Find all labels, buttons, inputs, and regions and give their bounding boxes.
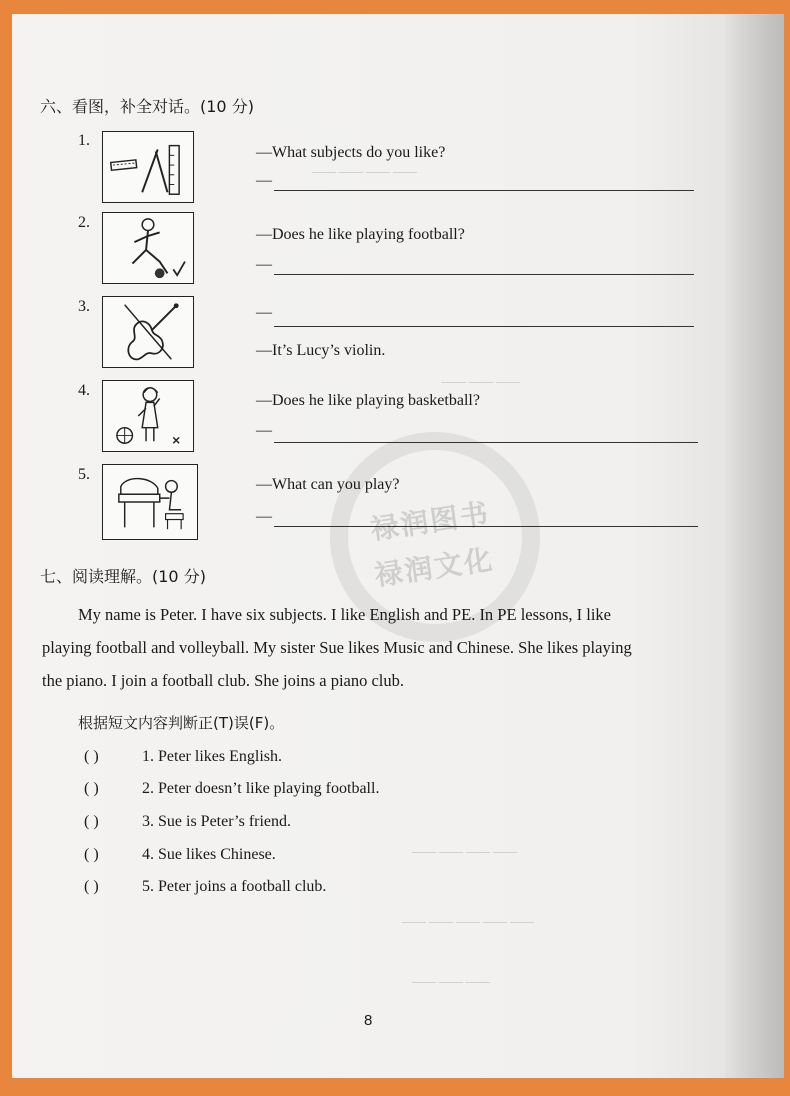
bleed-through: —— —— —— —— <box>412 844 517 858</box>
item-3-answer-dash: — <box>256 304 272 321</box>
item-1-number: 1. <box>78 132 90 149</box>
tf-statement-4-text: 4. Sue likes Chinese. <box>142 846 276 863</box>
reading-passage <box>42 598 702 697</box>
bleed-through: —— —— —— —— <box>312 164 417 178</box>
item-3-number: 3. <box>78 298 90 315</box>
tf-statement-4 <box>84 846 276 864</box>
bleed-through: —— —— —— <box>412 974 490 988</box>
item-4-number: 4. <box>78 382 90 399</box>
tf-answer-blank-5[interactable]: ( ) <box>84 878 99 895</box>
item-4-answer-dash: — <box>256 422 272 439</box>
tf-statement-5 <box>84 878 326 896</box>
item-2-question: —Does he like playing football? <box>256 226 465 243</box>
item-3-response: —It’s Lucy’s violin. <box>256 342 386 359</box>
passage-line-3: the piano. I join a football club. She joins a piano club. <box>42 671 405 690</box>
bleed-through: —— —— —— —— —— <box>402 914 534 928</box>
tf-statement-5-text: 5. Peter joins a football club. <box>142 878 327 895</box>
tf-statement-3-text: 3. Sue is Peter’s friend. <box>142 813 292 830</box>
tf-statement-1 <box>84 748 282 766</box>
page-spine-shadow <box>722 14 784 1078</box>
tf-statement-2 <box>84 780 379 798</box>
judge-instruction: 根据短文内容判断正(T)误(F)。 <box>78 714 285 732</box>
item-4-question: —Does he like playing basketball? <box>256 392 480 409</box>
item-2-answer-dash: — <box>256 256 272 273</box>
tf-answer-blank-4[interactable]: ( ) <box>84 846 99 863</box>
tf-statement-1-text: 1. Peter likes English. <box>142 748 282 765</box>
boy-football-check-icon <box>102 212 194 284</box>
item-1-question: —What subjects do you like? <box>256 144 446 161</box>
item-5-answer-dash: — <box>256 508 272 525</box>
item-2-number: 2. <box>78 214 90 231</box>
item-1-answer-dash: — <box>256 172 272 189</box>
tf-answer-blank-1[interactable]: ( ) <box>84 748 99 765</box>
tf-answer-blank-2[interactable]: ( ) <box>84 780 99 797</box>
passage-line-2: playing football and volleyball. My sister Sue likes Music and Chinese. She likes playing <box>42 638 632 657</box>
page-number: 8 <box>364 1012 373 1029</box>
item-4-answer-line[interactable] <box>274 442 698 443</box>
tf-statement-2-text: 2. Peter doesn’t like playing football. <box>142 780 380 797</box>
item-5-number: 5. <box>78 466 90 483</box>
girl-basketball-cross-icon <box>102 380 194 452</box>
bleed-through: —— —— —— <box>442 374 520 388</box>
item-1-answer-line[interactable] <box>274 190 694 191</box>
section-7-title: 七、阅读理解。(10 分) <box>40 567 206 586</box>
violin-icon <box>102 296 194 368</box>
item-2-answer-line[interactable] <box>274 274 694 275</box>
item-5-question: —What can you play? <box>256 476 400 493</box>
tf-statement-3 <box>84 813 291 831</box>
section-6-title: 六、看图，补全对话。(10 分) <box>40 97 254 116</box>
tf-answer-blank-3[interactable]: ( ) <box>84 813 99 830</box>
watermark-line-1: 禄润图书 <box>368 496 492 547</box>
workbook-page <box>12 14 784 1078</box>
stationery-ruler-icon <box>102 131 194 203</box>
item-5-answer-line[interactable] <box>274 526 698 527</box>
item-3-answer-line[interactable] <box>274 326 694 327</box>
girl-piano-icon <box>102 464 198 540</box>
watermark-line-2: 禄润文化 <box>372 542 496 593</box>
passage-line-1: My name is Peter. I have six subjects. I like English and PE. In PE lessons, I like <box>78 605 611 624</box>
